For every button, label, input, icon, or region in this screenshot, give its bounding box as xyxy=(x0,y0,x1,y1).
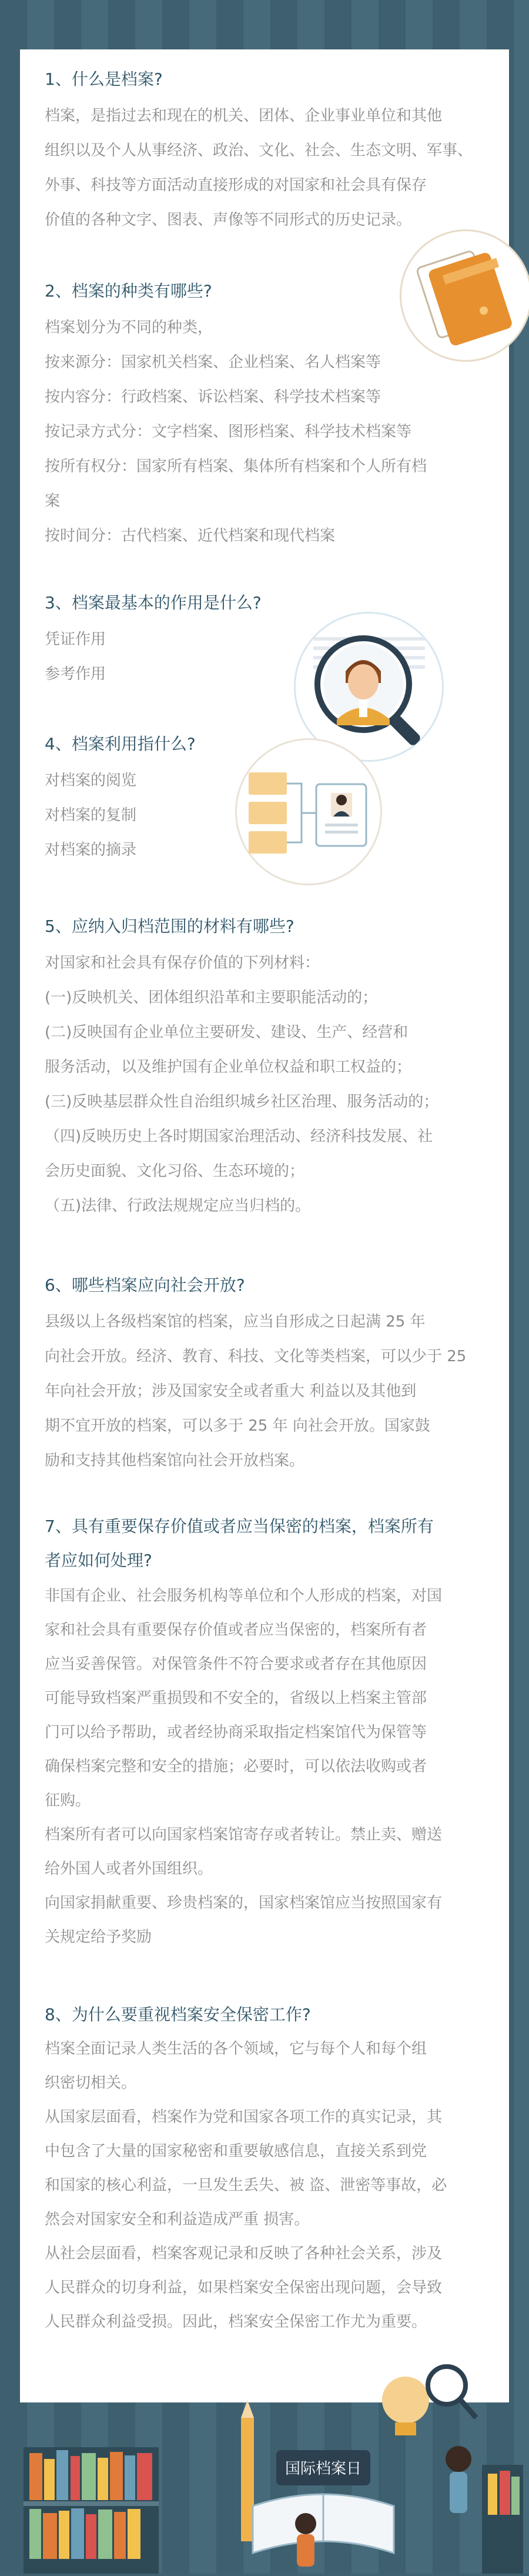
scene-sign-text: 国际档案日 xyxy=(284,2460,362,2478)
section-line: 档案划分为不同的种类， xyxy=(45,319,213,336)
section-heading: 1、什么是档案? xyxy=(45,69,163,89)
section-line: 人民群众的切身利益，如果档案安全保密出现问题，会导致 xyxy=(45,2279,443,2297)
section-line: 家和社会具有重要保存价值或者应当保密的，档案所有者 xyxy=(45,1621,427,1639)
section-line: (三)反映基层群众性自治组织城乡社区治理、服务活动的； xyxy=(45,1093,439,1111)
section-line: 从国家层面看，档案作为党和国家各项工作的真实记录，其 xyxy=(45,2108,443,2126)
section-line: 按内容分：行政档案、诉讼档案、科学技术档案等 xyxy=(45,388,381,406)
section-heading: 3、档案最基本的作用是什么? xyxy=(45,593,262,612)
document-cards-icon xyxy=(235,738,382,885)
section-line: 应当妥善保管。对保管条件不符合要求或者存在其他原因 xyxy=(45,1655,427,1673)
section-line: (二)反映国有企业单位主要研发、建设、生产、经营和 xyxy=(45,1024,409,1041)
section-line: 确保档案完整和安全的措施；必要时，可以依法收购或者 xyxy=(45,1758,427,1775)
section-6 xyxy=(45,1273,484,1478)
section-7 xyxy=(45,1514,484,1954)
section-line: 织密切相关。 xyxy=(45,2074,137,2092)
section-heading: 2、档案的种类有哪些? xyxy=(45,281,212,301)
section-line: 按来源分：国家机关档案、企业档案、名人档案等 xyxy=(45,354,381,371)
section-line: 组织以及个人从事经济、政治、文化、社会、生态文明、军事、 xyxy=(45,142,473,159)
section-line: 中包含了大量的国家秘密和重要敏感信息，直接关系到党 xyxy=(45,2142,427,2160)
section-line: 期不宜开放的档案，可以多于 25 年 向社会开放。国家鼓 xyxy=(45,1417,430,1435)
section-line: 会历史面貌、文化习俗、生态环境的； xyxy=(45,1162,305,1180)
section-heading: 4、档案利用指什么? xyxy=(45,734,196,754)
section-line: 向社会开放。经济、教育、科技、文化等类档案，可以少于 25 xyxy=(45,1348,467,1365)
folder-icon xyxy=(400,229,529,362)
section-line: 对档案的摘录 xyxy=(45,841,137,859)
section-line: 励和支持其他档案馆向社会开放档案。 xyxy=(45,1452,305,1469)
section-line: 向国家捐献重要、珍贵档案的，国家档案馆应当按照国家有 xyxy=(45,1894,443,1912)
section-line: 征购。 xyxy=(45,1792,91,1809)
section-line: 给外国人或者外国组织。 xyxy=(45,1860,213,1878)
section-line: 对档案的复制 xyxy=(45,807,137,824)
section-line: 参考作用 xyxy=(45,665,106,683)
section-line: 按时间分：古代档案、近代档案和现代档案 xyxy=(45,527,336,545)
section-line: 档案，是指过去和现在的机关、团体、企业事业单位和其他 xyxy=(45,107,443,125)
section-line: 凭证作用 xyxy=(45,631,106,648)
section-line: 档案所有者可以向国家档案馆寄存或者转让。禁止卖、赠送 xyxy=(45,1826,443,1844)
section-heading-continued: 者应如何处理? xyxy=(45,1551,152,1570)
section-line: 年向社会开放；涉及国家安全或者重大 利益以及其他到 xyxy=(45,1382,417,1400)
section-line: 从社会层面看，档案客观记录和反映了各种社会关系，涉及 xyxy=(45,2245,443,2262)
section-heading: 5、应纳入归档范围的材料有哪些? xyxy=(45,917,294,936)
section-line: 对档案的阅览 xyxy=(45,772,137,789)
archive-day-scene xyxy=(0,2330,529,2574)
section-heading: 8、为什么要重视档案安全保密工作? xyxy=(45,2005,311,2024)
section-heading: 7、具有重要保存价值或者应当保密的档案，档案所有 xyxy=(45,1517,434,1536)
section-line: 按所有权分：国家所有档案、集体所有档案和个人所有档 xyxy=(45,458,427,475)
section-heading: 6、哪些档案应向社会开放? xyxy=(45,1275,245,1295)
section-5 xyxy=(45,914,484,1224)
section-line: 对国家和社会具有保存价值的下列材料： xyxy=(45,954,320,972)
section-line: 外事、科技等方面活动直接形成的对国家和社会具有保存 xyxy=(45,176,427,194)
section-line: (一)反映机关、团体组织沿革和主要职能活动的； xyxy=(45,989,378,1007)
section-line: 然会对国家安全和利益造成严重 损害。 xyxy=(45,2211,310,2228)
section-line: 案 xyxy=(45,492,61,510)
section-line: 价值的各种文字、图表、声像等不同形式的历史记录。 xyxy=(45,211,412,229)
section-line: 档案全面记录人类生活的各个领域，它与每个人和每个组 xyxy=(45,2040,427,2058)
section-line: 非国有企业、社会服务机构等单位和个人形成的档案，对国 xyxy=(45,1587,443,1605)
section-line: 可能导致档案严重损毁和不安全的，省级以上档案主管部 xyxy=(45,1689,427,1707)
section-line: 门可以给予帮助，或者经协商采取指定档案馆代为保管等 xyxy=(45,1724,427,1741)
section-line: 关规定给予奖励 xyxy=(45,1928,152,1946)
section-line: 按记录方式分：文字档案、图形档案、科学技术档案等 xyxy=(45,423,412,441)
content-card xyxy=(20,49,509,2402)
section-line: 县级以上各级档案馆的档案，应当自形成之日起满 25 年 xyxy=(45,1313,426,1331)
section-8 xyxy=(45,2002,484,2339)
section-line: （四)反映历史上各时期国家治理活动、经济科技发展、社 xyxy=(45,1128,433,1145)
section-line: （五)法律、行政法规规定应当归档的。 xyxy=(45,1197,311,1215)
section-line: 人民群众利益受损。因此，档案安全保密工作尤为重要。 xyxy=(45,2313,427,2331)
section-line: 和国家的核心利益，一旦发生丢失、被 盗、泄密等事故，必 xyxy=(45,2177,447,2194)
section-1 xyxy=(45,67,484,238)
section-line: 服务活动，以及维护国有企业单位权益和职工权益的； xyxy=(45,1058,412,1076)
